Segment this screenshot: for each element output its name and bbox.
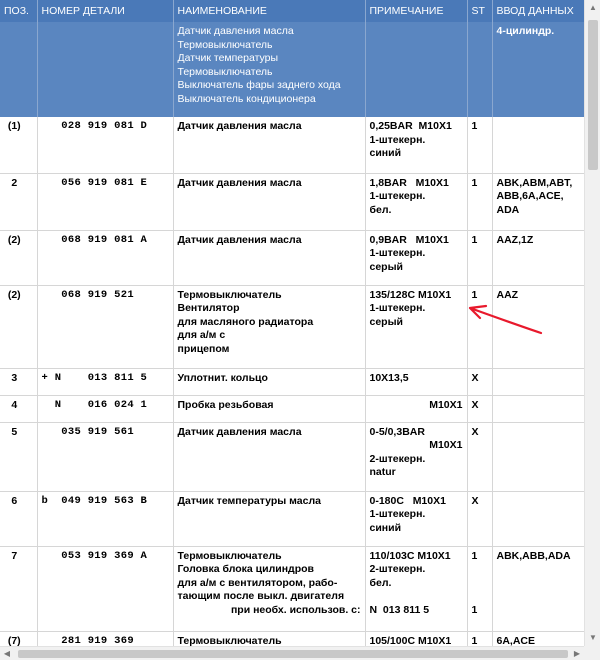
cell-line: Термовыключатель xyxy=(177,288,282,301)
cell-name xyxy=(173,631,365,646)
vertical-scrollbar[interactable] xyxy=(584,0,600,646)
cell-line: ABK,ABB,ADA xyxy=(496,549,571,562)
cell-note xyxy=(365,546,467,631)
cell-position: (2) xyxy=(0,230,37,285)
cell-line: AAZ,1Z xyxy=(496,233,534,246)
column-header-note[interactable]: ПРИМЕЧАНИЕ xyxy=(365,0,467,22)
cell-line: синий xyxy=(369,521,402,534)
cell-note xyxy=(365,368,467,395)
cell-part-number: 053 919 369 A xyxy=(37,546,173,631)
scroll-up-icon[interactable]: ▲ xyxy=(589,3,597,12)
cell-st xyxy=(467,491,492,546)
cell-data-input xyxy=(492,173,584,230)
cell-line: 1,8BAR M10X1 xyxy=(369,176,449,189)
cell-note xyxy=(365,285,467,368)
cell-position: 2 xyxy=(0,173,37,230)
cell-line: 1-штекерн. xyxy=(369,133,426,146)
group-title-line: Датчик давления масла xyxy=(177,25,294,37)
cell-line: M10X1 xyxy=(429,439,463,451)
cell-name xyxy=(173,422,365,491)
cell-line: Датчик давления масла xyxy=(177,176,302,189)
cell-line: 1 xyxy=(471,549,478,562)
group-header-engine: 4-цилиндр. xyxy=(492,22,584,117)
cell-data-input xyxy=(492,230,584,285)
cell-data-input xyxy=(492,422,584,491)
table-row xyxy=(0,422,584,491)
cell-line xyxy=(472,590,488,604)
cell-line: 105/100C M10X1 xyxy=(369,634,452,646)
cell-line: 1-штекерн. xyxy=(369,190,426,202)
cell-part-number: 068 919 521 xyxy=(37,285,173,368)
scrollbar-corner xyxy=(584,646,600,660)
cell-st xyxy=(467,546,492,631)
cell-line: 1 xyxy=(471,176,478,189)
cell-data-input xyxy=(492,631,584,646)
cell-position: 5 xyxy=(0,422,37,491)
cell-position: 3 xyxy=(0,368,37,395)
cell-line xyxy=(472,563,488,577)
cell-name xyxy=(173,395,365,422)
cell-note xyxy=(365,230,467,285)
cell-position: (1) xyxy=(0,117,37,173)
group-title-line: Датчик температуры xyxy=(177,52,279,64)
cell-line: natur xyxy=(369,466,396,478)
cell-line: Термовыключатель xyxy=(177,549,282,562)
column-header-data-input[interactable]: ВВОД ДАННЫХ xyxy=(492,0,584,22)
cell-line: Уплотнит. кольцо xyxy=(177,371,268,384)
cell-line: серый xyxy=(369,315,404,328)
cell-part-number: 281 919 369 xyxy=(37,631,173,646)
cell-st xyxy=(467,117,492,173)
table-row xyxy=(0,395,584,422)
cell-line: Датчик давления масла xyxy=(177,425,302,438)
cell-st xyxy=(467,173,492,230)
table-row xyxy=(0,491,584,546)
cell-line: Термовыключатель xyxy=(177,634,282,646)
cell-part-number: 035 919 561 xyxy=(37,422,173,491)
cell-data-input xyxy=(492,395,584,422)
scroll-down-icon[interactable]: ▼ xyxy=(589,633,597,642)
cell-line: 10X13,5 xyxy=(369,371,409,384)
cell-line: 0-5/0,3BAR xyxy=(369,425,425,438)
cell-position: (2) xyxy=(0,285,37,368)
cell-line: AAZ xyxy=(496,288,519,301)
table-row xyxy=(0,117,584,173)
cell-st xyxy=(467,631,492,646)
cell-part-number: b 049 919 563 B xyxy=(37,491,173,546)
cell-name xyxy=(173,546,365,631)
cell-data-input xyxy=(492,491,584,546)
cell-part-number: 068 919 081 A xyxy=(37,230,173,285)
cell-line: 2-штекерн. xyxy=(369,563,426,575)
cell-line: прицепом xyxy=(177,342,230,355)
cell-line: Датчик температуры масла xyxy=(177,494,321,507)
cell-line: ABK,ABM,ABT, xyxy=(496,176,573,189)
table-row xyxy=(0,368,584,395)
cell-line: 2-штекерн. xyxy=(369,452,426,465)
horizontal-scroll-thumb[interactable] xyxy=(18,650,568,658)
column-header-part-number[interactable]: НОМЕР ДЕТАЛИ xyxy=(37,0,173,22)
cell-position: 6 xyxy=(0,491,37,546)
cell-line: тающим после выкл. двигателя xyxy=(177,590,345,602)
vertical-scroll-thumb[interactable] xyxy=(588,20,598,170)
cell-note xyxy=(365,173,467,230)
cell-line: 1 xyxy=(471,634,478,646)
horizontal-scrollbar[interactable] xyxy=(0,646,584,660)
column-header-pos[interactable]: ПОЗ. xyxy=(0,0,37,22)
cell-line: синий xyxy=(369,147,402,159)
cell-name xyxy=(173,491,365,546)
cell-note xyxy=(365,395,467,422)
table-row xyxy=(0,230,584,285)
cell-line: Датчик давления масла xyxy=(177,120,302,132)
cell-line: X xyxy=(471,425,479,438)
cell-line: 6A,ACE xyxy=(496,634,536,646)
cell-st xyxy=(467,422,492,491)
cell-line: 1 xyxy=(471,120,478,132)
cell-line: X xyxy=(471,371,479,384)
cell-line: 1 xyxy=(471,603,478,616)
cell-line: Датчик давления масла xyxy=(177,233,302,246)
column-header-name[interactable]: НАИМЕНОВАНИЕ xyxy=(173,0,365,22)
group-title-line: Выключатель кондиционера xyxy=(177,92,316,105)
cell-line: M10X1 xyxy=(429,398,463,411)
group-title-line: Выключатель фары заднего хода xyxy=(177,79,341,91)
cell-line: 1 xyxy=(471,288,478,301)
cell-line: X xyxy=(471,494,479,507)
group-header-row xyxy=(0,22,584,117)
cell-st xyxy=(467,395,492,422)
cell-line: 135/128C M10X1 xyxy=(369,288,452,301)
group-title-line: Термовыключатель xyxy=(177,38,273,51)
table-row xyxy=(0,173,584,230)
cell-line: N 013 811 5 xyxy=(369,603,430,616)
cell-data-input xyxy=(492,117,584,173)
cell-name xyxy=(173,117,365,173)
cell-name xyxy=(173,285,365,368)
cell-part-number: 028 919 081 D xyxy=(37,117,173,173)
cell-line: 1-штекерн. xyxy=(369,247,426,259)
cell-line: бел. xyxy=(369,203,392,216)
cell-line: для масляного радиатора xyxy=(177,315,314,328)
cell-line: X xyxy=(471,398,479,411)
cell-line: бел. xyxy=(369,576,392,589)
group-header-titles xyxy=(173,22,365,117)
cell-line: 0,9BAR M10X1 xyxy=(369,233,449,246)
cell-line: ABB,6A,ACE, xyxy=(496,190,564,202)
table-row xyxy=(0,546,584,631)
cell-line xyxy=(370,590,463,604)
cell-note xyxy=(365,491,467,546)
cell-line: 1-штекерн. xyxy=(369,508,426,520)
cell-line: 110/103C M10X1 xyxy=(369,549,451,562)
cell-position: 7 xyxy=(0,546,37,631)
scroll-right-icon[interactable]: ▶ xyxy=(573,649,581,658)
table-row xyxy=(0,285,584,368)
table-row xyxy=(0,631,584,646)
cell-line: при необх. использов. с: xyxy=(230,603,361,616)
cell-part-number: N 016 024 1 xyxy=(37,395,173,422)
cell-line: для а/м с xyxy=(177,329,226,341)
cell-name xyxy=(173,230,365,285)
cell-line: 0-180C M10X1 xyxy=(369,494,446,507)
cell-line: 1-штекерн. xyxy=(369,302,426,314)
cell-name xyxy=(173,368,365,395)
cell-line xyxy=(472,577,488,591)
column-header-st[interactable]: ST xyxy=(467,0,492,22)
table-header-row xyxy=(0,0,584,22)
cell-note xyxy=(365,631,467,646)
cell-line: 0,25BAR M10X1 xyxy=(369,120,452,132)
cell-name xyxy=(173,173,365,230)
cell-st xyxy=(467,230,492,285)
cell-line: Головка блока цилиндров xyxy=(177,563,314,575)
cell-line: Вентилятор xyxy=(177,302,240,314)
cell-line: для а/м с вентилятором, рабо- xyxy=(177,576,338,589)
cell-part-number: + N 013 811 5 xyxy=(37,368,173,395)
cell-st xyxy=(467,368,492,395)
group-title-line: Термовыключатель xyxy=(177,65,273,78)
cell-position: 4 xyxy=(0,395,37,422)
cell-st xyxy=(467,285,492,368)
cell-position: (7) xyxy=(0,631,37,646)
scroll-left-icon[interactable]: ◀ xyxy=(3,649,11,658)
cell-line: серый xyxy=(369,260,404,273)
cell-line: 1 xyxy=(471,233,478,246)
cell-note xyxy=(365,422,467,491)
cell-line: ADA xyxy=(496,203,520,216)
cell-data-input xyxy=(492,368,584,395)
cell-data-input xyxy=(492,546,584,631)
cell-note xyxy=(365,117,467,173)
cell-part-number: 056 919 081 E xyxy=(37,173,173,230)
cell-line: Пробка резьбовая xyxy=(177,398,274,411)
cell-data-input xyxy=(492,285,584,368)
